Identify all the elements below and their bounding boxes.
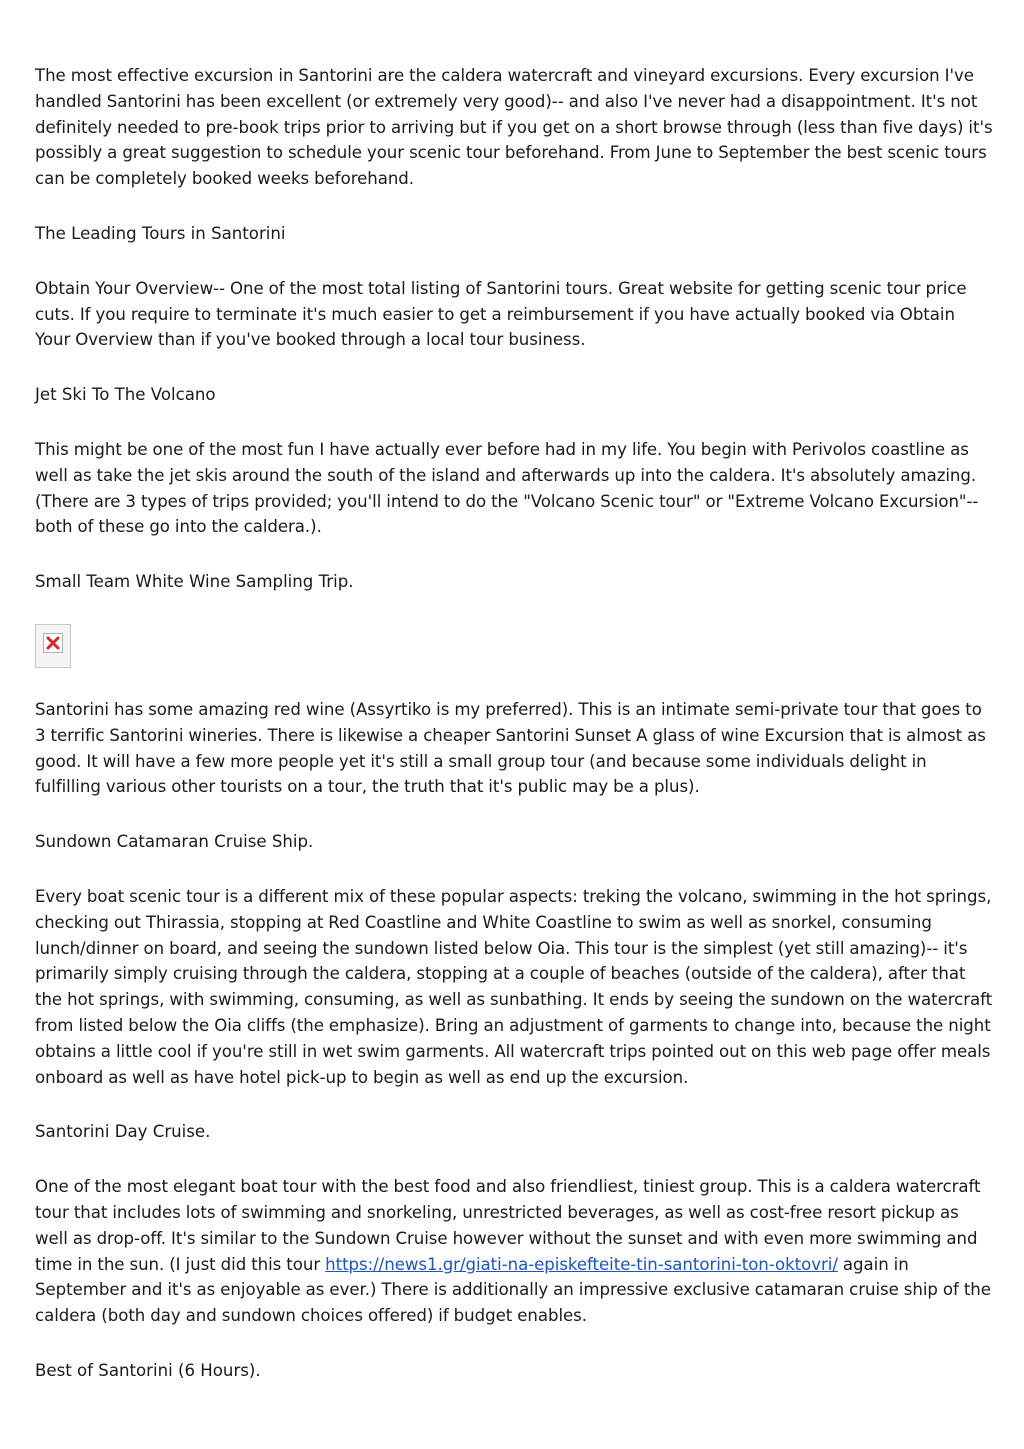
day-cruise-text-after: again in September and it's as enjoyable as ever.) There is additionally an impressive exclusive catamaran cruise ship of the caldera (both day and sundown choices offered) if budget enables.: [35, 1254, 991, 1326]
paragraph-catamaran: Every boat scenic tour is a different mix of these popular aspects: treking the volcano, swimming in the hot springs, checking out Thirassia, stopping at Red Coastline and White Coastline to swim as well as snorkel, consuming lunch/dinner on board, and seeing the sundown listed below Oia. This tour is the simplest (yet still amazing)-- it's primarily simply cruising through the caldera, stopping at a couple of beaches (outside of the caldera), after that the hot springs, with swimming, consuming, as well as sunbathing. It ends by seeing the sundown on the watercraft from listed below the Oia cliffs (the emphasize). Bring an adjustment of garments to change into, because the night obtains a little cool if you're still in wet swim garments. All watercraft trips pointed out on this web page offer meals onboard as well as have hotel pick-up to begin as well as end up the excursion.: [35, 886, 993, 1087]
section-heading-day-cruise: Santorini Day Cruise.: [35, 1122, 211, 1142]
broken-image-frame: [43, 633, 63, 653]
section-heading-jet-ski: Jet Ski To The Volcano: [35, 385, 216, 405]
paragraph-jet-ski: This might be one of the most fun I have actually ever before had in my life. You begin with Perivolos coastline as well as take the jet skis around the south of the island and afterwards up into the caldera. It's absolutely amazing. (There are 3 types of trips provided; you'll intend to do the "Volcano Scenic tour" or "Extreme Volcano Excursion"-- both of these go into the caldera.).: [35, 439, 979, 537]
section-heading-catamaran: Sundown Catamaran Cruise Ship.: [35, 832, 314, 852]
article-link[interactable]: https://news1.gr/giati-na-episkefteite-tin-santorini-ton-oktovri/: [325, 1254, 838, 1274]
paragraph-wine: Santorini has some amazing red wine (Assyrtiko is my preferred). This is an intimate semi-private tour that goes to 3 terrific Santorini wineries. There is likewise a cheaper Santorini Sunset A glass of wine Excursion that is almost as good. It will have a few more people yet it's still a small group tour (and because some individuals delight in fulfilling various other tourists on a tour, the truth that it's public may be a plus).: [35, 699, 986, 797]
article-body: [35, 63, 993, 1413]
day-cruise-text-before: One of the most elegant boat tour with the best food and also friendliest, tiniest group. This is a caldera watercraft tour that includes lots of swimming and snorkeling, unrestricted beverages, as well as cost-free resort pickup as well as drop-off. It's similar to the Sundown Cruise however without the sunset and with even more swimming and time in the sun. (I just did this tour: [35, 1177, 981, 1274]
paragraph-get-your-guide: Obtain Your Overview-- One of the most total listing of Santorini tours. Great website for getting scenic tour price cuts. If you require to terminate it's much easier to get a reimbursement if you have actually booked via Obtain Your Overview than if you've booked through a local tour business.: [35, 278, 967, 350]
section-heading-best-of-santorini: Best of Santorini (6 Hours).: [35, 1360, 261, 1380]
section-heading-wine-trip: Small Team White Wine Sampling Trip.: [35, 572, 354, 592]
close-x-icon: [46, 636, 60, 650]
section-heading-leading-tours: The Leading Tours in Santorini: [35, 223, 286, 243]
paragraph-day-cruise: [35, 1174, 993, 1329]
intro-paragraph: The most effective excursion in Santorini are the caldera watercraft and vineyard excursions. Every excursion I've handled Santorini has been excellent (or extremely very good)-- and also I've never had a disappointment. It's not definitely needed to pre-book trips prior to arriving but if you get on a short browse through (less than five days) it's possibly a great suggestion to schedule your scenic tour beforehand. From June to September the best scenic tours can be completely booked weeks beforehand.: [35, 66, 993, 189]
broken-image-icon: [35, 624, 71, 668]
